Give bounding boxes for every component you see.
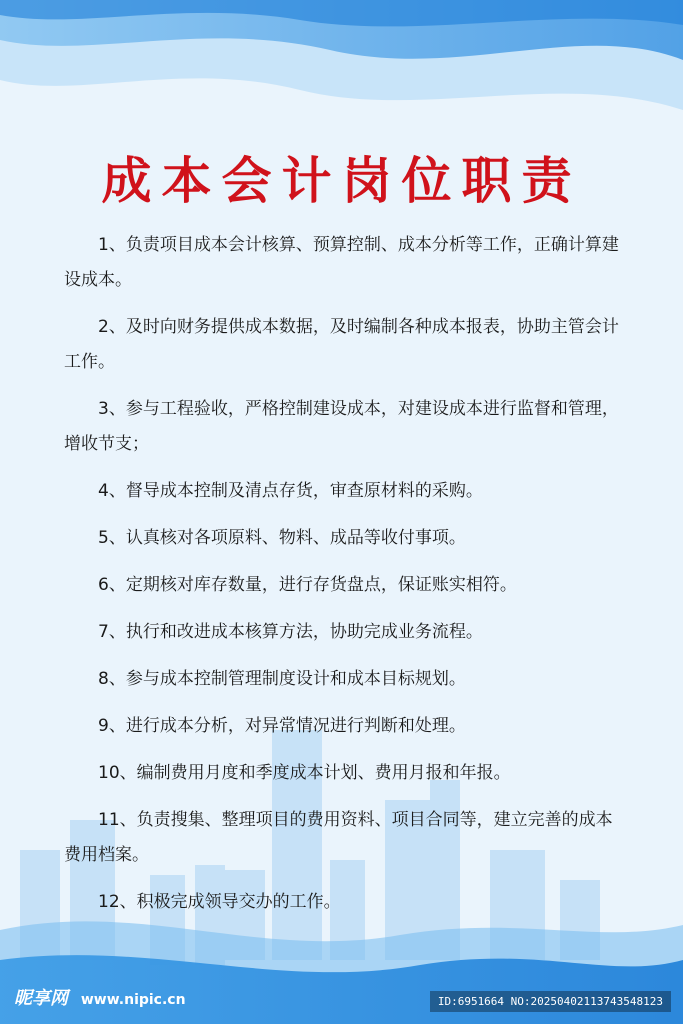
watermark-id: ID:6951664 NO:20250402113743548123 [430, 991, 671, 1012]
duty-item: 3、参与工程验收，严格控制建设成本，对建设成本进行监督和管理，增收节支； [64, 399, 619, 454]
duty-list [64, 228, 624, 932]
duty-item: 12、积极完成领导交办的工作。 [98, 892, 341, 912]
duty-item: 2、及时向财务提供成本数据，及时编制各种成本报表，协助主管会计工作。 [64, 317, 619, 372]
page-title: 成本会计岗位职责 [101, 151, 582, 210]
watermark-brand-name: 昵享网 [14, 988, 68, 1009]
duty-item: 6、定期核对库存数量，进行存货盘点，保证账实相符。 [98, 575, 517, 595]
duty-item: 11、负责搜集、整理项目的费用资料、项目合同等，建立完善的成本费用档案。 [64, 810, 613, 865]
duty-item: 9、进行成本分析，对异常情况进行判断和处理。 [98, 716, 466, 736]
duty-item: 5、认真核对各项原料、物料、成品等收付事项。 [98, 528, 466, 548]
duty-item: 7、执行和改进成本核算方法，协助完成业务流程。 [98, 622, 483, 642]
duty-item: 10、编制费用月度和季度成本计划、费用月报和年报。 [98, 763, 511, 783]
watermark-url: www.nipic.cn [80, 992, 186, 1008]
duty-item: 1、负责项目成本会计核算、预算控制、成本分析等工作，正确计算建设成本。 [64, 235, 619, 290]
watermark-brand [14, 984, 186, 1010]
duty-item: 4、督导成本控制及清点存货，审查原材料的采购。 [98, 481, 483, 501]
duty-item: 8、参与成本控制管理制度设计和成本目标规划。 [98, 669, 466, 689]
